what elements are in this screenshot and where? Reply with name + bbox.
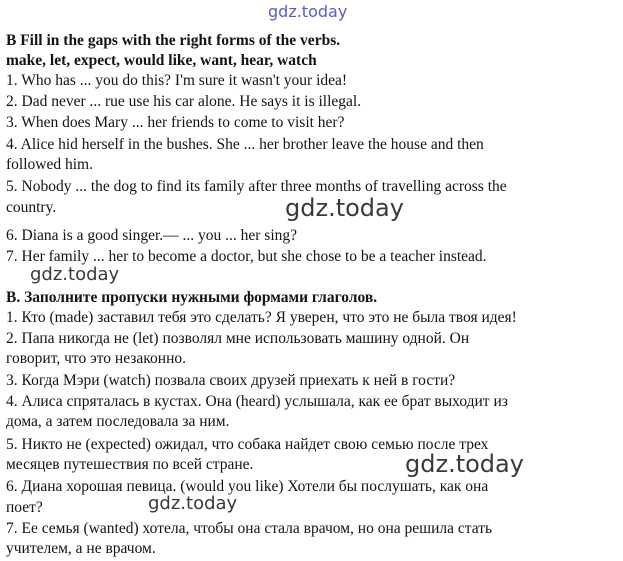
russian-line: 3. Когда Мэри (watch) позвала своих друзей приехать к ней в гости? — [6, 372, 456, 389]
watermark-d: gdz.today — [148, 493, 238, 514]
russian-line: учителем, а не врачом. — [6, 540, 156, 557]
english-line: 3. When does Mary ... her friends to come to visit her? — [6, 114, 345, 131]
russian-line: дома, а затем последовала за ним. — [6, 413, 230, 430]
russian-line: поет? — [6, 499, 43, 516]
english-line: 5. Nobody ... the dog to find its family after three months of travelling across the — [6, 178, 507, 195]
russian-heading: В. Заполните пропуски нужными формами глаголов. — [6, 289, 378, 306]
english-line: 6. Diana is a good singer.— ... you ... her sing? — [6, 227, 298, 244]
russian-line: 7. Ее семья (wanted) хотела, чтобы она стала врачом, но она решила стать — [6, 520, 493, 537]
english-line: 4. Alice hid herself in the bushes. She ... her brother leave the house and then — [6, 136, 484, 153]
english-heading: B Fill in the gaps with the right forms of the verbs. — [6, 32, 341, 49]
russian-line: 6. Диана хорошая певица. (would you like) Хотели бы послушать, как она — [6, 478, 489, 495]
english-line: followed him. — [6, 156, 93, 173]
english-line: 7. Her family ... her to become a doctor, but she chose to be a teacher instead. — [6, 248, 487, 265]
russian-line: 4. Алиса спряталась в кустах. Она (heard) услышала, как ее брат выходит из — [6, 393, 508, 410]
watermark-b: gdz.today — [30, 264, 120, 285]
english-line: 2. Dad never ... rue use his car alone. He says it is illegal. — [6, 93, 362, 110]
russian-line: 2. Папа никогда не (let) позволял мне использовать машину одной. Он — [6, 330, 470, 347]
verb-list: make, let, expect, would like, want, hear, watch — [6, 52, 317, 69]
russian-line: 5. Никто не (expected) ожидал, что собака найдет свою семью после трех — [6, 436, 489, 453]
watermark-c: gdz.today — [405, 450, 524, 478]
english-line: 1. Who has ... you do this? I'm sure it wasn't your idea! — [6, 72, 348, 89]
watermark-a: gdz.today — [285, 194, 404, 222]
watermark-top: gdz.today — [268, 2, 348, 21]
russian-line: 1. Кто (made) заставил тебя это сделать? Я уверен, что это не была твоя идея! — [6, 309, 517, 326]
russian-line: говорит, что это незаконно. — [6, 350, 186, 367]
russian-line: месяцев путешествия по всей стране. — [6, 456, 254, 473]
english-line: country. — [6, 199, 57, 216]
